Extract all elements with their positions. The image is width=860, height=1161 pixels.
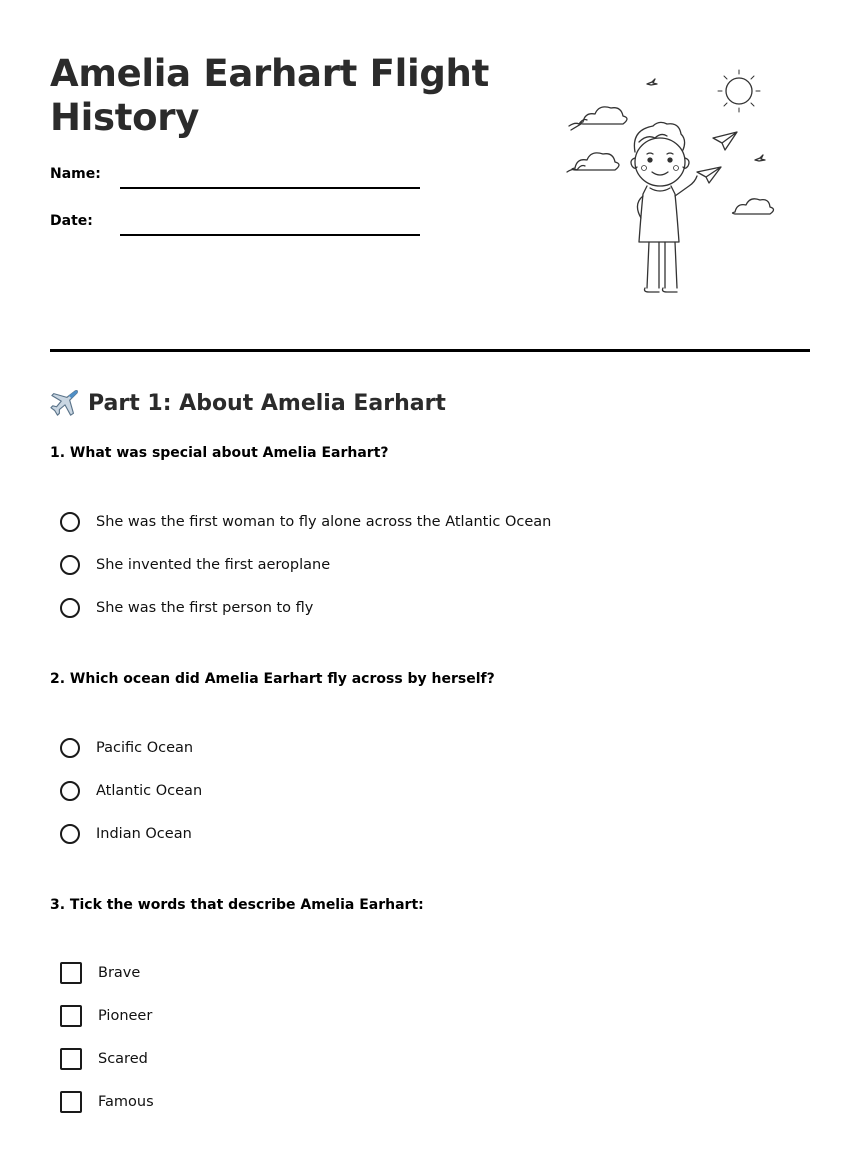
radio-button[interactable] bbox=[60, 824, 80, 844]
option-label: She was the first person to fly bbox=[96, 600, 314, 616]
option-label: Atlantic Ocean bbox=[96, 783, 203, 799]
date-label: Date: bbox=[50, 213, 93, 229]
checkbox[interactable] bbox=[60, 1005, 82, 1027]
radio-button[interactable] bbox=[60, 555, 80, 575]
question-3: 3. Tick the words that describe Amelia Earhart: bbox=[50, 897, 424, 913]
section-heading-part-1 bbox=[50, 386, 446, 420]
boy-with-paper-planes-icon bbox=[555, 60, 795, 300]
q3-option-4[interactable] bbox=[60, 1089, 154, 1115]
airplane-icon bbox=[50, 388, 80, 418]
page-title: Amelia Earhart Flight History bbox=[50, 52, 489, 139]
option-label: She invented the first aeroplane bbox=[96, 557, 331, 573]
q2-option-3[interactable] bbox=[60, 821, 192, 847]
name-field[interactable] bbox=[120, 187, 420, 189]
checkbox[interactable] bbox=[60, 962, 82, 984]
option-label: Pacific Ocean bbox=[96, 740, 194, 756]
name-label: Name: bbox=[50, 166, 101, 182]
q3-option-3[interactable] bbox=[60, 1046, 148, 1072]
option-label: Famous bbox=[98, 1094, 154, 1110]
q1-option-2[interactable] bbox=[60, 552, 330, 578]
checkbox[interactable] bbox=[60, 1091, 82, 1113]
radio-button[interactable] bbox=[60, 738, 80, 758]
question-2: 2. Which ocean did Amelia Earhart fly across by herself? bbox=[50, 671, 495, 687]
radio-button[interactable] bbox=[60, 512, 80, 532]
q1-option-1[interactable] bbox=[60, 509, 551, 535]
option-label: Brave bbox=[98, 965, 141, 981]
option-label: Scared bbox=[98, 1051, 148, 1067]
section-heading-text: Part 1: About Amelia Earhart bbox=[88, 390, 446, 416]
question-1: 1. What was special about Amelia Earhart? bbox=[50, 445, 389, 461]
date-field[interactable] bbox=[120, 234, 420, 236]
q2-option-1[interactable] bbox=[60, 735, 193, 761]
section-divider bbox=[50, 349, 810, 352]
radio-button[interactable] bbox=[60, 598, 80, 618]
option-label: Pioneer bbox=[98, 1008, 153, 1024]
q3-option-1[interactable] bbox=[60, 960, 140, 986]
option-label: She was the first woman to fly alone across the Atlantic Ocean bbox=[96, 514, 552, 530]
q3-option-2[interactable] bbox=[60, 1003, 152, 1029]
option-label: Indian Ocean bbox=[96, 826, 192, 842]
q1-option-3[interactable] bbox=[60, 595, 313, 621]
q2-option-2[interactable] bbox=[60, 778, 202, 804]
checkbox[interactable] bbox=[60, 1048, 82, 1070]
radio-button[interactable] bbox=[60, 781, 80, 801]
